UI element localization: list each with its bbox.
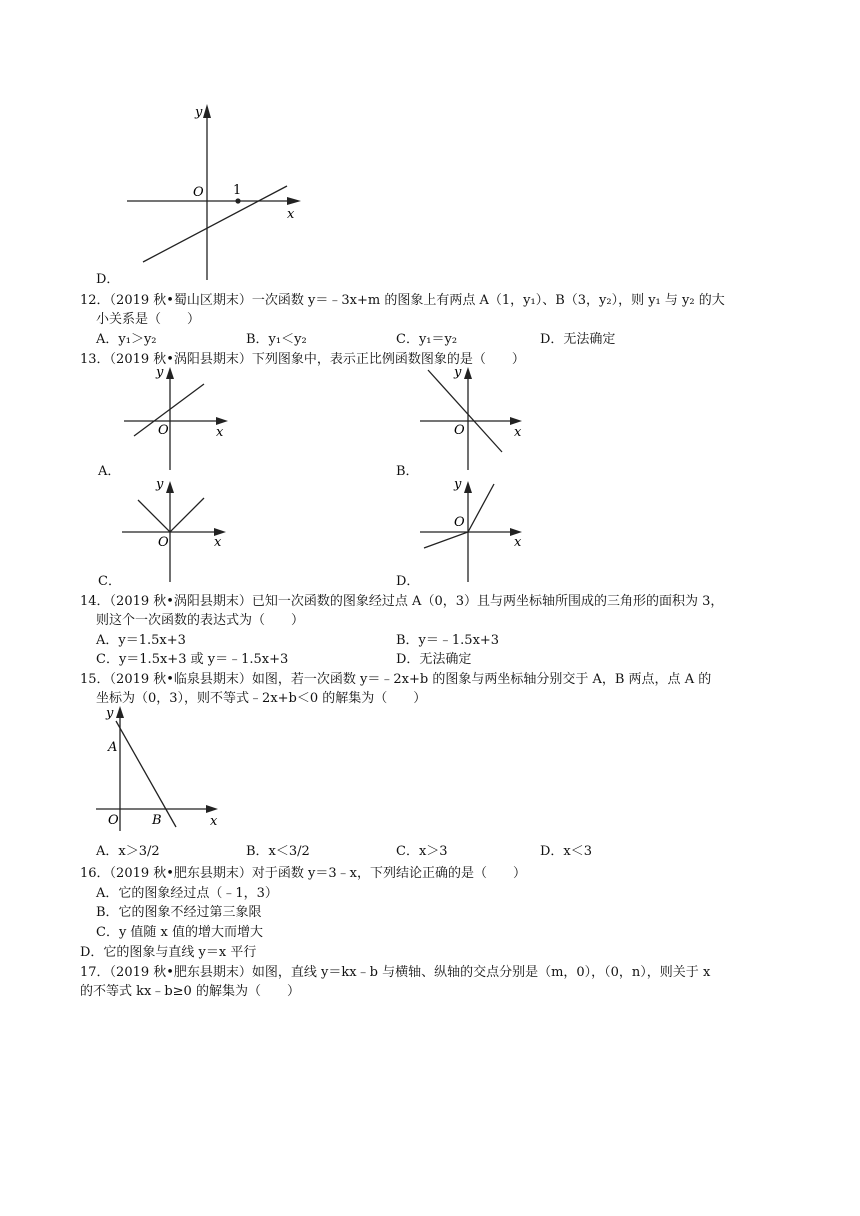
q13-option-a[interactable]: A． bbox=[98, 464, 121, 479]
q12-option-d[interactable]: D．无法确定 bbox=[540, 332, 616, 347]
q15-stem-line2: 坐标为（0，3），则不等式﹣2x+b＜0 的解集为（ ） bbox=[96, 691, 427, 706]
graph-origin-label: O bbox=[158, 535, 169, 550]
q15-option-b[interactable]: B．x＜3/2 bbox=[246, 844, 310, 859]
q15-stem-line1: 15．（2019 秋•临泉县期末）如图，若一次函数 y＝﹣2x+b 的图象与两坐标轴分别交于 A，B 两点，点 A 的 bbox=[80, 672, 712, 687]
graph-origin-label: O bbox=[193, 185, 204, 200]
q12-option-a[interactable]: A．y₁＞y₂ bbox=[96, 332, 157, 347]
q14-option-a[interactable]: A．y＝1.5x+3 bbox=[96, 633, 186, 648]
graph-origin-label: O bbox=[158, 423, 169, 438]
q15-option-c[interactable]: C．x＞3 bbox=[396, 844, 448, 859]
graph-one-label: 1 bbox=[233, 183, 242, 198]
graph-origin-label: O bbox=[454, 515, 465, 530]
q15-option-a[interactable]: A．x＞3/2 bbox=[96, 844, 160, 859]
q15-option-d[interactable]: D．x＜3 bbox=[540, 844, 593, 859]
graph-x-label: x bbox=[210, 814, 218, 829]
q12-option-c[interactable]: C．y₁＝y₂ bbox=[396, 332, 458, 347]
q13-graph-a bbox=[118, 362, 238, 472]
q16-option-b[interactable]: B．它的图象不经过第三象限 bbox=[96, 905, 262, 920]
q13-option-c[interactable]: C． bbox=[98, 574, 121, 589]
graph-x-label: x bbox=[214, 535, 222, 550]
graph-y-label: y bbox=[156, 365, 164, 380]
q16-stem: 16．（2019 秋•肥东县期末）对于函数 y＝3﹣x，下列结论正确的是（ ） bbox=[80, 866, 527, 881]
graph-x-label: x bbox=[216, 425, 224, 440]
q13-option-d[interactable]: D． bbox=[396, 574, 420, 589]
graph-y-label: y bbox=[454, 365, 462, 380]
graph-origin-label: O bbox=[108, 813, 119, 828]
graph-point-b-label: B bbox=[152, 813, 162, 828]
q14-option-b[interactable]: B．y＝﹣1.5x+3 bbox=[396, 633, 500, 648]
q13-option-b[interactable]: B． bbox=[396, 464, 419, 479]
q14-option-d[interactable]: D．无法确定 bbox=[396, 652, 472, 667]
q16-option-c[interactable]: C．y 值随 x 值的增大而增大 bbox=[96, 925, 264, 940]
q13-graph-d bbox=[412, 476, 542, 586]
graph-y-label: y bbox=[454, 477, 462, 492]
graph-y-label: y bbox=[156, 477, 164, 492]
q13-stem: 13．（2019 秋•涡阳县期末）下列图象中，表示正比例函数图象的是（ ） bbox=[80, 352, 525, 367]
graph-y-label: y bbox=[106, 706, 114, 721]
q12-stem-line2: 小关系是（ ） bbox=[96, 312, 201, 327]
graph-x-label: x bbox=[514, 535, 522, 550]
q14-stem-line1: 14．（2019 秋•涡阳县期末）已知一次函数的图象经过点 A（0，3）且与两坐标轴所围成的三角形的面积为 3， bbox=[80, 594, 724, 609]
q11-option-d-graph bbox=[115, 100, 315, 290]
q12-stem-line1: 12．（2019 秋•蜀山区期末）一次函数 y＝﹣3x+m 的图象上有两点 A（1，y₁）、B（3，y₂），则 y₁ 与 y₂ 的大 bbox=[80, 293, 725, 308]
q15-graph bbox=[94, 703, 234, 833]
graph-x-label: x bbox=[287, 207, 295, 222]
q17-stem-line1: 17．（2019 秋•肥东县期末）如图，直线 y＝kx﹣b 与横轴、纵轴的交点分别是（m，0），（0，n），则关于 x bbox=[80, 965, 711, 980]
q13-graph-c bbox=[118, 476, 238, 586]
q14-stem-line2: 则这个一次函数的表达式为（ ） bbox=[96, 613, 305, 628]
q13-graph-b bbox=[412, 362, 542, 472]
q16-option-d[interactable]: D．它的图象与直线 y＝x 平行 bbox=[80, 945, 257, 960]
q12-option-b[interactable]: B．y₁＜y₂ bbox=[246, 332, 307, 347]
graph-x-label: x bbox=[514, 425, 522, 440]
q17-stem-line2: 的不等式 kx﹣b≥0 的解集为（ ） bbox=[80, 984, 300, 999]
graph-y-label: y bbox=[195, 105, 203, 120]
q14-option-c[interactable]: C．y＝1.5x+3 或 y＝﹣1.5x+3 bbox=[96, 652, 289, 667]
graph-point-a-label: A bbox=[108, 740, 118, 755]
q11-option-d[interactable]: D． bbox=[96, 272, 120, 287]
graph-origin-label: O bbox=[454, 423, 465, 438]
q16-option-a[interactable]: A．它的图象经过点（﹣1，3） bbox=[96, 886, 278, 901]
